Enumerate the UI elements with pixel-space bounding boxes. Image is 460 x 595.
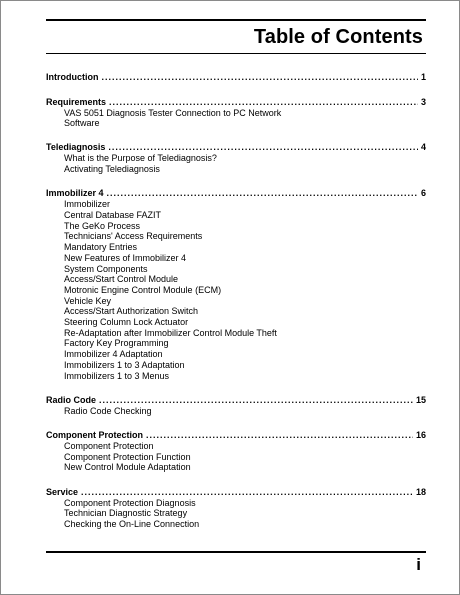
toc-subitem[interactable]: Immobilizers 1 to 3 Adaptation <box>64 359 185 370</box>
toc-subitem[interactable]: Component Protection <box>64 440 154 451</box>
toc-section <box>46 141 426 174</box>
toc-subitem-list <box>46 153 426 174</box>
toc-entry[interactable] <box>46 141 426 153</box>
toc-subitem[interactable]: Immobilizer 4 Adaptation <box>64 349 163 360</box>
toc-entry[interactable] <box>46 71 426 83</box>
toc-section-title: Immobilizer 4 <box>46 188 104 199</box>
toc-subitem[interactable]: Activating Telediagnosis <box>64 164 160 175</box>
toc-subitem-list <box>46 498 426 530</box>
toc-section <box>46 429 426 473</box>
toc-subitem[interactable]: Central Database FAZIT <box>64 210 162 221</box>
toc-page-number: 3 <box>420 96 426 107</box>
toc-subitem[interactable]: Component Protection Diagnosis <box>64 497 196 508</box>
dot-leader <box>81 486 413 498</box>
toc-subitem[interactable]: VAS 5051 Diagnosis Tester Connection to PC Network <box>64 107 282 118</box>
toc-subitem[interactable]: New Control Module Adaptation <box>64 462 191 473</box>
toc-subitem[interactable]: Factory Key Programming <box>64 338 169 349</box>
toc-subitem[interactable]: Software <box>64 118 100 129</box>
toc-entry[interactable] <box>46 96 426 108</box>
title-top-rule <box>46 19 426 21</box>
toc-subitem[interactable]: Access/Start Authorization Switch <box>64 306 199 317</box>
toc-subitem[interactable]: Immobilizers 1 to 3 Menus <box>64 370 170 381</box>
toc-section-title: Radio Code <box>46 394 97 405</box>
toc-section <box>46 486 426 530</box>
toc-section <box>46 394 426 417</box>
toc-subitem[interactable]: Technician Diagnostic Strategy <box>64 508 188 519</box>
toc-subitem[interactable]: New Features of Immobilizer 4 <box>64 252 187 263</box>
page-number: i <box>416 555 421 574</box>
toc-page-number: 1 <box>420 72 426 82</box>
toc-subitem[interactable]: Vehicle Key <box>64 295 112 306</box>
page-title: Table of Contents <box>253 26 423 48</box>
table-of-contents <box>46 71 426 542</box>
toc-subitem[interactable]: Access/Start Control Module <box>64 274 179 285</box>
toc-page-number: 6 <box>420 188 426 199</box>
toc-page-number: 18 <box>415 486 426 497</box>
toc-subitem[interactable]: The GeKo Process <box>64 220 141 231</box>
toc-section-title: Requirements <box>46 96 107 107</box>
toc-page-number: 4 <box>420 142 426 153</box>
toc-entry[interactable] <box>46 394 426 406</box>
toc-subitem-list <box>46 406 426 417</box>
toc-entry[interactable] <box>46 486 426 498</box>
toc-section-title: Service <box>46 486 79 497</box>
toc-section <box>46 96 426 129</box>
toc-section-title: Introduction <box>46 72 99 82</box>
dot-leader <box>99 394 413 406</box>
toc-subitem-list <box>46 441 426 473</box>
toc-subitem[interactable]: Technicians' Access Requirements <box>64 231 203 242</box>
toc-subitem[interactable]: Steering Column Lock Actuator <box>64 317 189 328</box>
toc-section <box>46 71 426 83</box>
dot-leader <box>108 141 418 153</box>
toc-subitem[interactable]: Re-Adaptation after Immobilizer Control Module Theft <box>64 327 277 338</box>
toc-subitem[interactable]: Radio Code Checking <box>64 405 152 416</box>
toc-subitem[interactable]: What is the Purpose of Telediagnosis? <box>64 153 217 164</box>
dot-leader <box>146 429 413 441</box>
toc-page-number: 15 <box>415 394 426 405</box>
toc-entry[interactable] <box>46 429 426 441</box>
title-bottom-rule <box>46 53 426 54</box>
toc-subitem[interactable]: Motronic Engine Control Module (ECM) <box>64 284 222 295</box>
toc-section-title: Component Protection <box>46 429 143 440</box>
toc-page-number: 16 <box>415 429 426 440</box>
toc-subitem[interactable]: Mandatory Entries <box>64 242 138 253</box>
toc-entry[interactable] <box>46 187 426 199</box>
toc-section-title: Telediagnosis <box>46 142 106 153</box>
dot-leader <box>102 71 418 83</box>
dot-leader <box>107 187 418 199</box>
toc-subitem-list <box>46 199 426 381</box>
footer-rule <box>46 551 426 553</box>
dot-leader <box>109 96 418 108</box>
toc-subitem[interactable]: Immobilizer <box>64 199 111 210</box>
toc-subitem[interactable]: System Components <box>64 263 148 274</box>
toc-subitem[interactable]: Component Protection Function <box>64 451 191 462</box>
toc-section <box>46 187 426 381</box>
toc-subitem[interactable]: Checking the On-Line Connection <box>64 518 200 529</box>
toc-subitem-list <box>46 108 426 129</box>
